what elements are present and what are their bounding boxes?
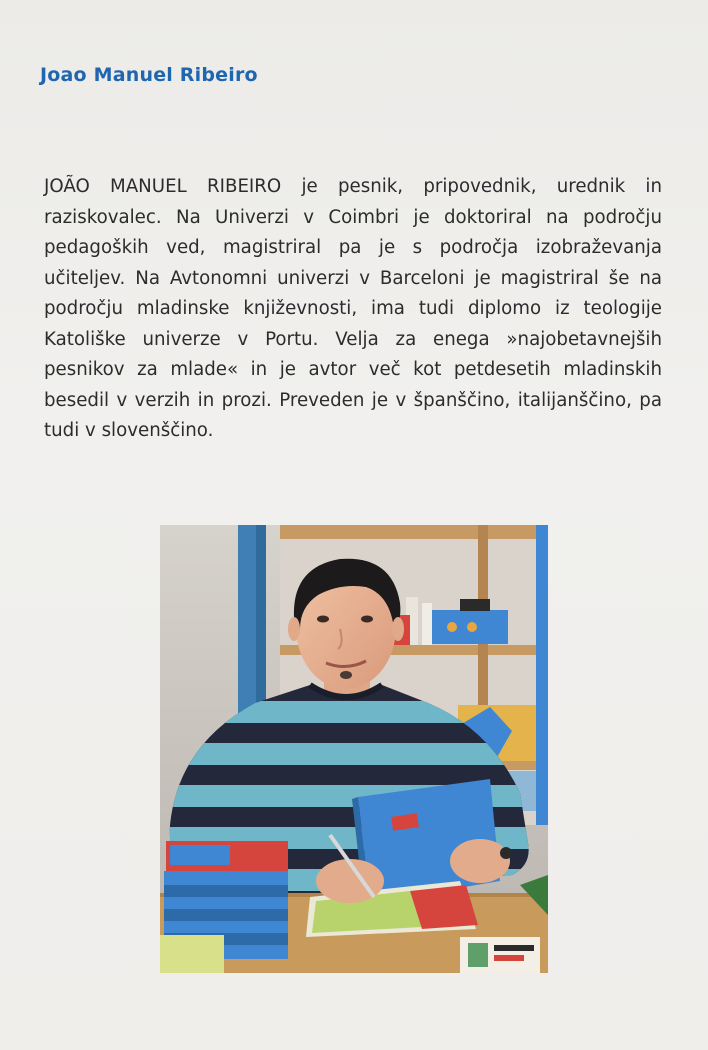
- left-panel: [238, 525, 256, 725]
- author-heading: Joao Manuel Ribeiro: [40, 64, 258, 86]
- red-book-spine: [410, 885, 478, 929]
- author-portrait-photo: [160, 525, 548, 973]
- author-biography: JOÃO MANUEL RIBEIRO je pesnik, pripovednik, urednik in raziskovalec. Na Univerzi v Coimbri je doktoriral na področju pedagoških ved, magistriral pa je s področja izobraževanja učiteljev. Na Avtonomni univerzi v Barceloni je magistriral še na področju mladinske književnosti, ima tudi diplomo iz teologije Katoliške univerze v Portu. Velja za enega »najobetavnejših pesnikov za mlade« in je avtor več kot petdesetih mladinskih besedil v verzih in prozi. Preveden je v španščino, italijanščino, pa tudi v slovenščino.: [44, 176, 662, 441]
- right-hand: [450, 839, 510, 883]
